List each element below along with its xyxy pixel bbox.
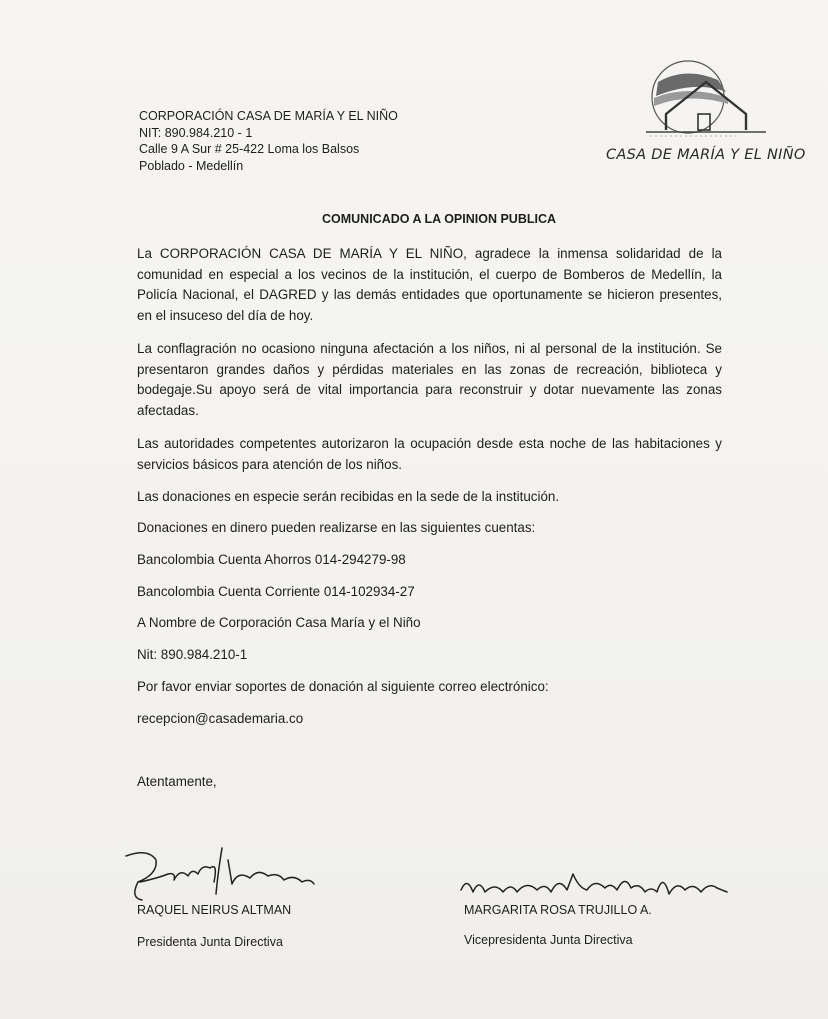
paragraph-3: Las autoridades competentes autorizaron la ocupación desde esta noche de las habitaciones y servicios básicos para atención de los niños.	[137, 436, 722, 472]
donations-in-kind: Las donaciones en especie serán recibidas en la sede de la institución.	[137, 489, 560, 504]
paragraph-1: La CORPORACIÓN CASA DE MARÍA Y EL NIÑO, agradece la inmensa solidaridad de la comunidad en especial a los vecinos de la institución, el cuerpo de Bomberos de Medellín, la Policía Nacional, el DAGRED y las demás entidades que oportunamente se hicieron presentes, en el insuceso del día de hoy.	[137, 246, 722, 323]
signer-left-role: Presidenta Junta Directiva	[137, 935, 283, 949]
letterhead	[139, 108, 398, 174]
logo-wordmark: CASA DE MARÍA Y EL NIÑO	[606, 147, 806, 163]
support-email: recepcion@casademaria.co	[137, 711, 304, 726]
org-name: CORPORACIÓN CASA DE MARÍA Y EL NIÑO	[139, 109, 398, 123]
org-city: Poblado - Medellín	[139, 158, 244, 173]
closing: Atentamente,	[137, 774, 217, 789]
support-instructions: Por favor enviar soportes de donación al siguiente correo electrónico:	[137, 679, 549, 694]
account-checking: Bancolombia Cuenta Corriente 014-102934-27	[137, 584, 415, 599]
account-nit: Nit: 890.984.210-1	[137, 647, 248, 662]
org-nit: NIT: 890.984.210 - 1	[139, 125, 253, 140]
signer-left-name: RAQUEL NEIRUS ALTMAN	[137, 903, 292, 917]
signer-right-role: Vicepresidenta Junta Directiva	[464, 933, 633, 947]
paragraph-2: La conflagración no ocasiono ninguna afectación a los niños, ni al personal de la institución. Se presentaron grandes daños y pérdidas materiales en las zonas de recreación, biblioteca y bodegaje.Su apoyo será de vital importancia para reconstruir y dotar nuevamente las zonas afectadas.	[137, 341, 722, 418]
account-holder: A Nombre de Corporación Casa María y el Niño	[137, 615, 421, 630]
signer-right-name: MARGARITA ROSA TRUJILLO A.	[464, 903, 652, 917]
signature-left-icon	[118, 838, 328, 908]
account-savings: Bancolombia Cuenta Ahorros 014-294279-98	[137, 552, 406, 567]
donations-money: Donaciones en dinero pueden realizarse en las siguientes cuentas:	[137, 520, 536, 535]
org-address: Calle 9 A Sur # 25-422 Loma los Balsos	[139, 142, 360, 156]
document-title: COMUNICADO A LA OPINION PUBLICA	[321, 212, 557, 226]
